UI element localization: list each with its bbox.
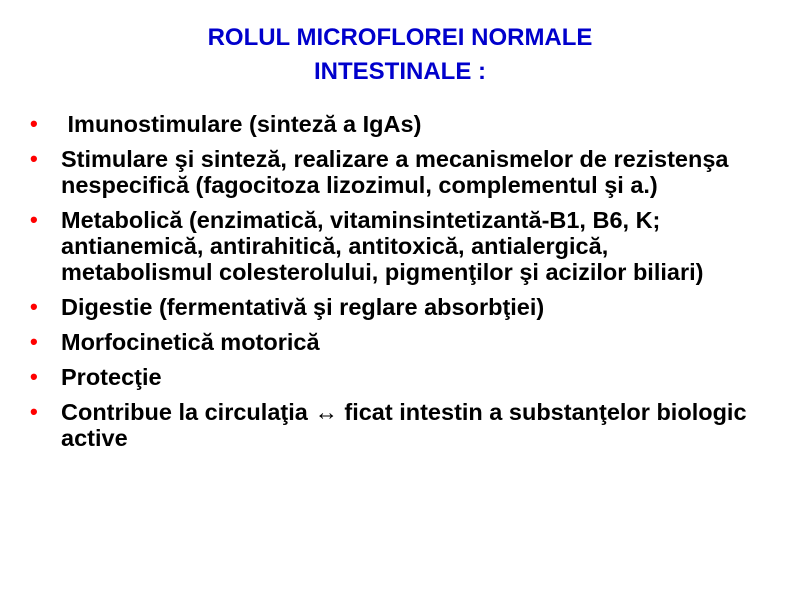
bullet-list: [30, 111, 750, 460]
bullet-dot-icon: •: [30, 111, 38, 136]
slide-title: [0, 21, 800, 89]
bullet-dot-icon: •: [30, 207, 38, 232]
bullet-dot-icon: •: [30, 329, 38, 354]
bullet-item-imunostimulare: [30, 111, 750, 137]
slide-title-line-1: ROLUL MICROFLOREI NORMALE: [207, 24, 593, 51]
bullet-item-stimulare: [30, 146, 750, 198]
bullet-text: Protecţie: [61, 364, 162, 390]
bullet-text: Contribue la circulaţia ↔ ficat intestin a substanţelor biologic active: [61, 399, 747, 451]
slide-title-line-2: INTESTINALE :: [314, 58, 486, 85]
bullet-text: Metabolică (enzimatică, vitaminsintetizantă-B1, B6, K; antianemică, antirahitică, antitoxică, antialergică, metabolismul colesterolului, pigmenţilor şi acizilor biliari): [61, 207, 704, 285]
bullet-text: Stimulare şi sinteză, realizare a mecanismelor de rezistenşa nespecifică (fagocitoza lizozimul, complementul şi a.): [61, 146, 729, 198]
bullet-item-protectie: [30, 364, 750, 390]
bullet-item-morfocinetica: [30, 329, 750, 355]
bullet-item-circulatia: [30, 399, 750, 451]
bullet-item-digestie: [30, 294, 750, 320]
bullet-text: Morfocinetică motorică: [61, 329, 320, 355]
bullet-text: Digestie (fermentativă şi reglare absorbţiei): [61, 294, 545, 320]
bullet-dot-icon: •: [30, 364, 38, 389]
bullet-dot-icon: •: [30, 146, 38, 171]
bullet-dot-icon: •: [30, 399, 38, 424]
bullet-dot-icon: •: [30, 294, 38, 319]
bullet-text: Imunostimulare (sinteză a IgAs): [61, 111, 422, 137]
bullet-item-metabolica: [30, 207, 750, 285]
